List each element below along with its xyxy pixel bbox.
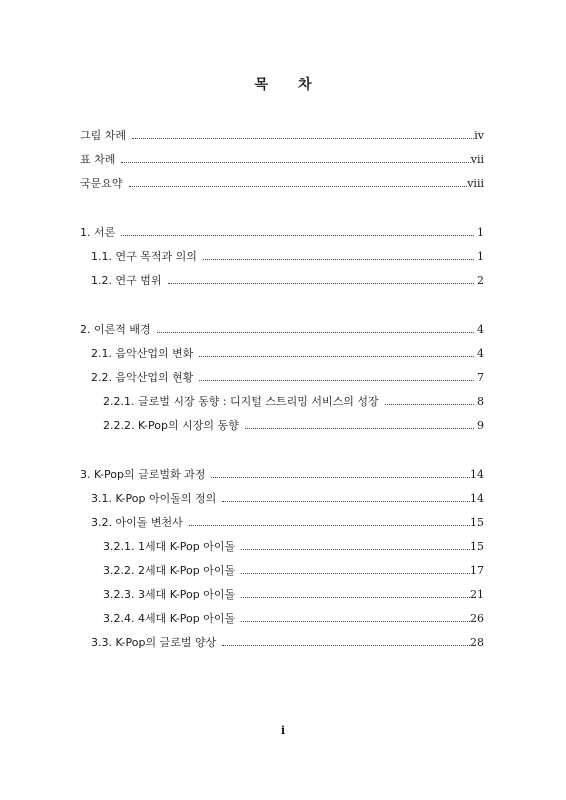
toc-entry-label: 2.1. 음악산업의 변화 — [91, 347, 194, 360]
toc-entry-page: 15 — [470, 516, 484, 529]
toc-entry-label: 3.2.3. 3세대 K-Pop 아이돌 — [103, 588, 236, 601]
toc-entry[interactable] — [91, 490, 484, 508]
toc-entry[interactable] — [80, 175, 484, 193]
toc-entry-page: iv — [474, 129, 484, 142]
toc-entry-page: 26 — [470, 612, 484, 625]
dot-leader — [168, 282, 475, 284]
toc-entry-label: 1. 서론 — [80, 226, 116, 239]
toc-entry[interactable] — [103, 417, 484, 435]
toc-title-char-1: 목 — [254, 77, 268, 93]
dot-leader — [157, 331, 474, 333]
dot-leader — [222, 644, 470, 646]
toc-entry[interactable] — [103, 538, 484, 556]
toc-entry[interactable] — [103, 586, 484, 604]
toc-entry-page: 17 — [470, 564, 484, 577]
toc-entry-page: 4 — [477, 347, 484, 360]
dot-leader — [121, 161, 470, 163]
dot-leader — [385, 403, 474, 405]
toc-entry-page: 9 — [477, 419, 484, 432]
toc-entry-label: 1.2. 연구 범위 — [91, 274, 162, 287]
toc-entry-page: 7 — [477, 371, 484, 384]
toc-entry-page: 4 — [477, 323, 484, 336]
toc-entry-page: 21 — [470, 588, 484, 601]
toc-entry-page: 15 — [470, 540, 484, 553]
toc-entry[interactable] — [103, 393, 484, 411]
toc-entry-label: 3. K-Pop의 글로벌화 과정 — [80, 468, 206, 481]
toc-entry[interactable] — [91, 634, 484, 652]
dot-leader — [121, 234, 474, 236]
toc-entry-page: vii — [470, 153, 484, 166]
toc-entry-label: 표 차례 — [80, 153, 116, 166]
toc-entry[interactable] — [80, 151, 484, 169]
dot-leader — [241, 620, 470, 622]
toc-entry-page: 14 — [470, 492, 484, 505]
toc-entry[interactable] — [80, 224, 484, 242]
toc-entry-page: 1 — [477, 226, 484, 239]
toc-entry[interactable] — [80, 321, 484, 339]
toc-title — [0, 74, 566, 94]
toc-entry[interactable] — [91, 248, 484, 266]
dot-leader — [199, 379, 474, 381]
toc-entry[interactable] — [91, 345, 484, 363]
toc-entry-page: 1 — [477, 250, 484, 263]
toc-entry-label: 3.2.2. 2세대 K-Pop 아이돌 — [103, 564, 236, 577]
toc-entry-page: 14 — [470, 468, 484, 481]
toc-entry-page: 28 — [470, 636, 484, 649]
toc-entry[interactable] — [103, 610, 484, 628]
toc-title-char-2: 차 — [298, 77, 312, 93]
page-number: i — [280, 724, 286, 737]
dot-leader — [241, 548, 470, 550]
dot-leader — [222, 500, 470, 502]
toc-entry[interactable] — [80, 127, 484, 145]
toc-entry-page: 8 — [477, 395, 484, 408]
toc-entry-label: 2.2.1. 글로벌 시장 동향 : 디지털 스트리밍 서비스의 성장 — [103, 395, 379, 408]
dot-leader — [241, 572, 470, 574]
toc-entry-page: 2 — [477, 274, 484, 287]
toc-entry[interactable] — [80, 466, 484, 484]
dot-leader — [199, 355, 474, 357]
dot-leader — [129, 185, 468, 187]
toc-entry[interactable] — [91, 369, 484, 387]
toc-entry-label: 2.2. 음악산업의 현황 — [91, 371, 194, 384]
toc-entry[interactable] — [91, 272, 484, 290]
toc-entry-label: 3.2.1. 1세대 K-Pop 아이돌 — [103, 540, 236, 553]
toc-entry-label: 3.2.4. 4세대 K-Pop 아이돌 — [103, 612, 236, 625]
toc-entry-label: 3.1. K-Pop 아이돌의 정의 — [91, 492, 217, 505]
toc-entry-label: 3.2. 아이돌 변천사 — [91, 516, 183, 529]
dot-leader — [203, 258, 474, 260]
toc-entry-label: 1.1. 연구 목적과 의의 — [91, 250, 197, 263]
toc-entry-page: viii — [467, 177, 484, 190]
dot-leader — [132, 137, 474, 139]
toc-entry[interactable] — [103, 562, 484, 580]
toc-entry[interactable] — [91, 514, 484, 532]
dot-leader — [211, 476, 470, 478]
dot-leader — [241, 596, 470, 598]
dot-leader — [189, 524, 470, 526]
dot-leader — [245, 427, 474, 429]
toc-entry-label: 3.3. K-Pop의 글로벌 양상 — [91, 636, 217, 649]
toc-entry-label: 2. 이론적 배경 — [80, 323, 151, 336]
toc-entry-label: 그림 차례 — [80, 129, 127, 142]
toc-entry-label: 국문요약 — [80, 177, 123, 190]
toc-entry-label: 2.2.2. K-Pop의 시장의 동향 — [103, 419, 239, 432]
